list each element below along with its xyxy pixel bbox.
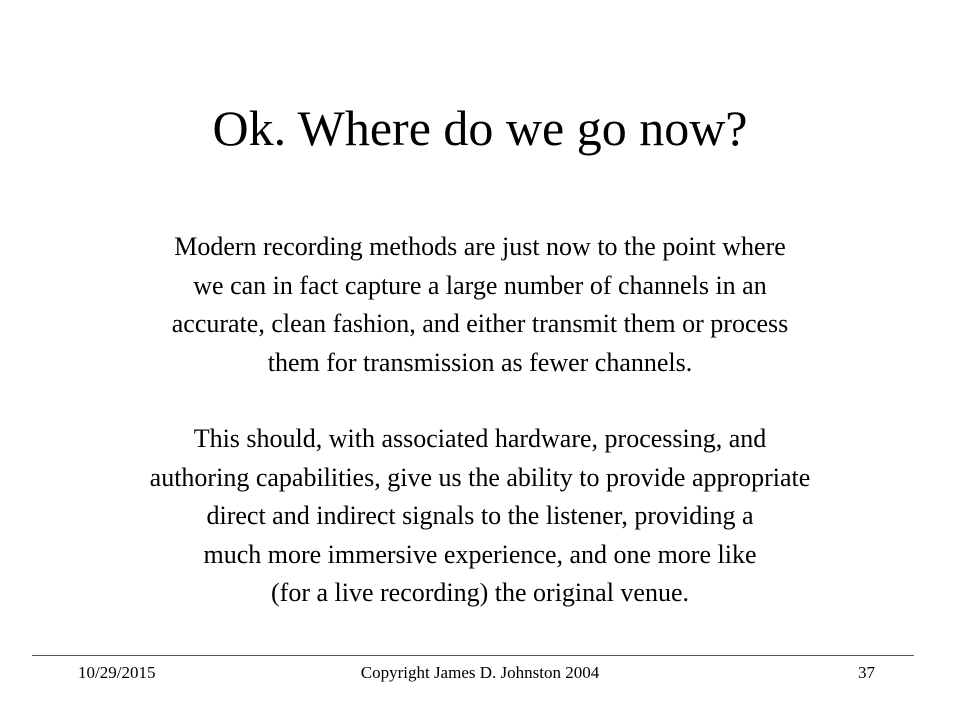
footer-page-number: 37: [858, 663, 875, 682]
paragraph-line: This should, with associated hardware, processing, and: [193, 424, 767, 453]
body-paragraph-2: [0, 420, 960, 613]
paragraph-line: (for a live recording) the original venue.: [271, 578, 689, 607]
slide-title: Ok. Where do we go now?: [212, 100, 748, 156]
paragraph-line: Modern recording methods are just now to the point where: [174, 232, 786, 261]
paragraph-line: accurate, clean fashion, and either transmit them or process: [171, 309, 789, 338]
paragraph-line: them for transmission as fewer channels.: [267, 347, 693, 377]
paragraph-line: much more immersive experience, and one more like: [203, 539, 757, 569]
footer-date: 10/29/2015: [78, 663, 156, 682]
paragraph-line: we can in fact capture a large number of channels in an: [193, 270, 767, 300]
paragraph-line: direct and indirect signals to the listener, providing a: [206, 501, 754, 530]
footer-divider: [32, 655, 914, 656]
footer-copyright: Copyright James D. Johnston 2004: [360, 663, 600, 682]
paragraph-line: authoring capabilities, give us the ability to provide appropriate: [149, 462, 811, 492]
body-paragraph-1: [0, 228, 960, 382]
